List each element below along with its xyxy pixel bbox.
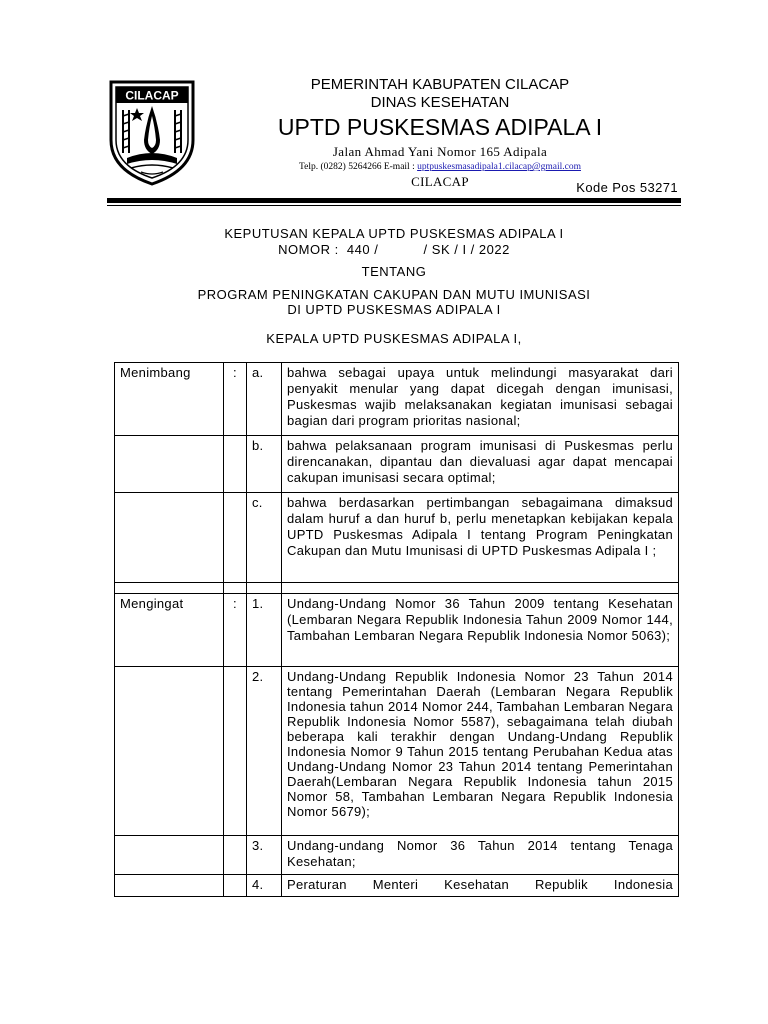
item-text: bahwa sebagai upaya untuk melindungi masyarakat dari penyakit menular yang dapat dicegah dengan imunisasi, Puskesmas wajib melaksanakan kegiatan imunisasi sebagai bagian dari program prioritas nasional; (282, 363, 679, 436)
empty-cell (115, 836, 224, 875)
table-row (115, 436, 679, 493)
email-link[interactable]: uptpuskesmasadipala1.cilacap@gmail.com (417, 162, 581, 172)
postcode: Kode Pos 53271 (576, 180, 678, 195)
government-name: PEMERINTAH KABUPATEN CILACAP (310, 76, 570, 93)
item-text: Undang-Undang Nomor 36 Tahun 2009 tentang Kesehatan (Lembaran Negara Republik Indonesia Tahun 2009 Nomor 144, Tambahan Lembaran Negara Republik Indonesia Nomor 5063); (282, 594, 679, 667)
empty-cell (224, 836, 247, 875)
item-text: Undang-Undang Republik Indonesia Nomor 23 Tahun 2014 tentang Pemerintahan Daerah (Lembaran Negara Republik Indonesia tahun 2014 Nomor 244, Tambahan Lembaran Negara Republik Indonesia Nomor 5587), sebagaimana telah diubah beberapa kali terakhir dengan Undang-Undang Republik Indonesia Nomor 9 Tahun 2015 tentang Perubahan Kedua atas Undang-Undang Nomor 23 Tahun 2014 tentang Pemerintahan Daerah(Lembaran Negara Republik Indonesia tahun 2015 Nomor 58, Tambahan Lembaran Negara Republik Indonesia Nomor 5679); (282, 667, 679, 836)
empty-cell (115, 875, 224, 897)
empty-cell (224, 583, 247, 594)
item-text: bahwa pelaksanaan program imunisasi di Puskesmas perlu direncanakan, dipantau dan dievaluasi agar dapat mencapai cakupan imunisasi secara optimal; (282, 436, 679, 493)
shield-emblem-icon (107, 78, 197, 188)
contact-line (200, 160, 680, 174)
table-row (115, 594, 679, 667)
empty-cell (115, 493, 224, 583)
table-row (115, 363, 679, 436)
decree-number: NOMOR : 440 / / SK / I / 2022 (278, 242, 510, 257)
decree-title: KEPUTUSAN KEPALA UPTD PUSKESMAS ADIPALA I (224, 226, 564, 241)
table-row (115, 667, 679, 836)
empty-cell (282, 583, 679, 594)
table-row (115, 493, 679, 583)
decree-subject-line2: DI UPTD PUSKESMAS ADIPALA I (287, 302, 501, 317)
empty-cell (115, 436, 224, 493)
city-line: CILACAP (411, 174, 469, 189)
considerations-table (114, 362, 679, 897)
logo-text: CILACAP (125, 88, 179, 103)
institution-name: UPTD PUSKESMAS ADIPALA I (277, 114, 603, 140)
menimbang-label: Menimbang (115, 363, 224, 436)
mengingat-label: Mengingat (115, 594, 224, 667)
decree-subject-line1: PROGRAM PENINGKATAN CAKUPAN DAN MUTU IMUNISASI (197, 287, 591, 302)
empty-cell (247, 583, 282, 594)
item-text: Peraturan Menteri Kesehatan Republik Indonesia (282, 875, 679, 897)
colon-cell: : (224, 594, 247, 667)
item-marker: 1. (247, 594, 282, 667)
letterhead-divider-thin (107, 205, 681, 206)
letterhead-divider-thick (107, 198, 681, 203)
empty-cell (115, 583, 224, 594)
table-row (115, 836, 679, 875)
item-text: bahwa berdasarkan pertimbangan sebagaimana dimaksud dalam huruf a dan huruf b, perlu menetapkan kebijakan kepala UPTD Puskesmas Adipala I tentang Program Peningkatan Cakupan dan Mutu Imunisasi di UPTD Puskesmas Adipala I ; (282, 493, 679, 583)
colon-cell: : (224, 363, 247, 436)
empty-cell (115, 667, 224, 836)
decree-official: KEPALA UPTD PUSKESMAS ADIPALA I, (266, 331, 522, 346)
decree-about: TENTANG (361, 264, 427, 279)
item-marker: 3. (247, 836, 282, 875)
item-marker: 4. (247, 875, 282, 897)
empty-cell (224, 667, 247, 836)
item-marker: b. (247, 436, 282, 493)
phone-label: Telp. (0282) 5264266 E-mail : (299, 162, 418, 172)
item-marker: 2. (247, 667, 282, 836)
cilacap-regency-logo (107, 78, 197, 188)
letterhead (200, 76, 680, 190)
department-name: DINAS KESEHATAN (370, 94, 510, 111)
address-line: Jalan Ahmad Yani Nomor 165 Adipala (332, 144, 548, 159)
empty-cell (224, 436, 247, 493)
empty-cell (224, 493, 247, 583)
item-text: Undang-undang Nomor 36 Tahun 2014 tentang Tenaga Kesehatan; (282, 836, 679, 875)
item-marker: c. (247, 493, 282, 583)
table-row-spacer (115, 583, 679, 594)
item-marker: a. (247, 363, 282, 436)
empty-cell (224, 875, 247, 897)
table-row (115, 875, 679, 897)
